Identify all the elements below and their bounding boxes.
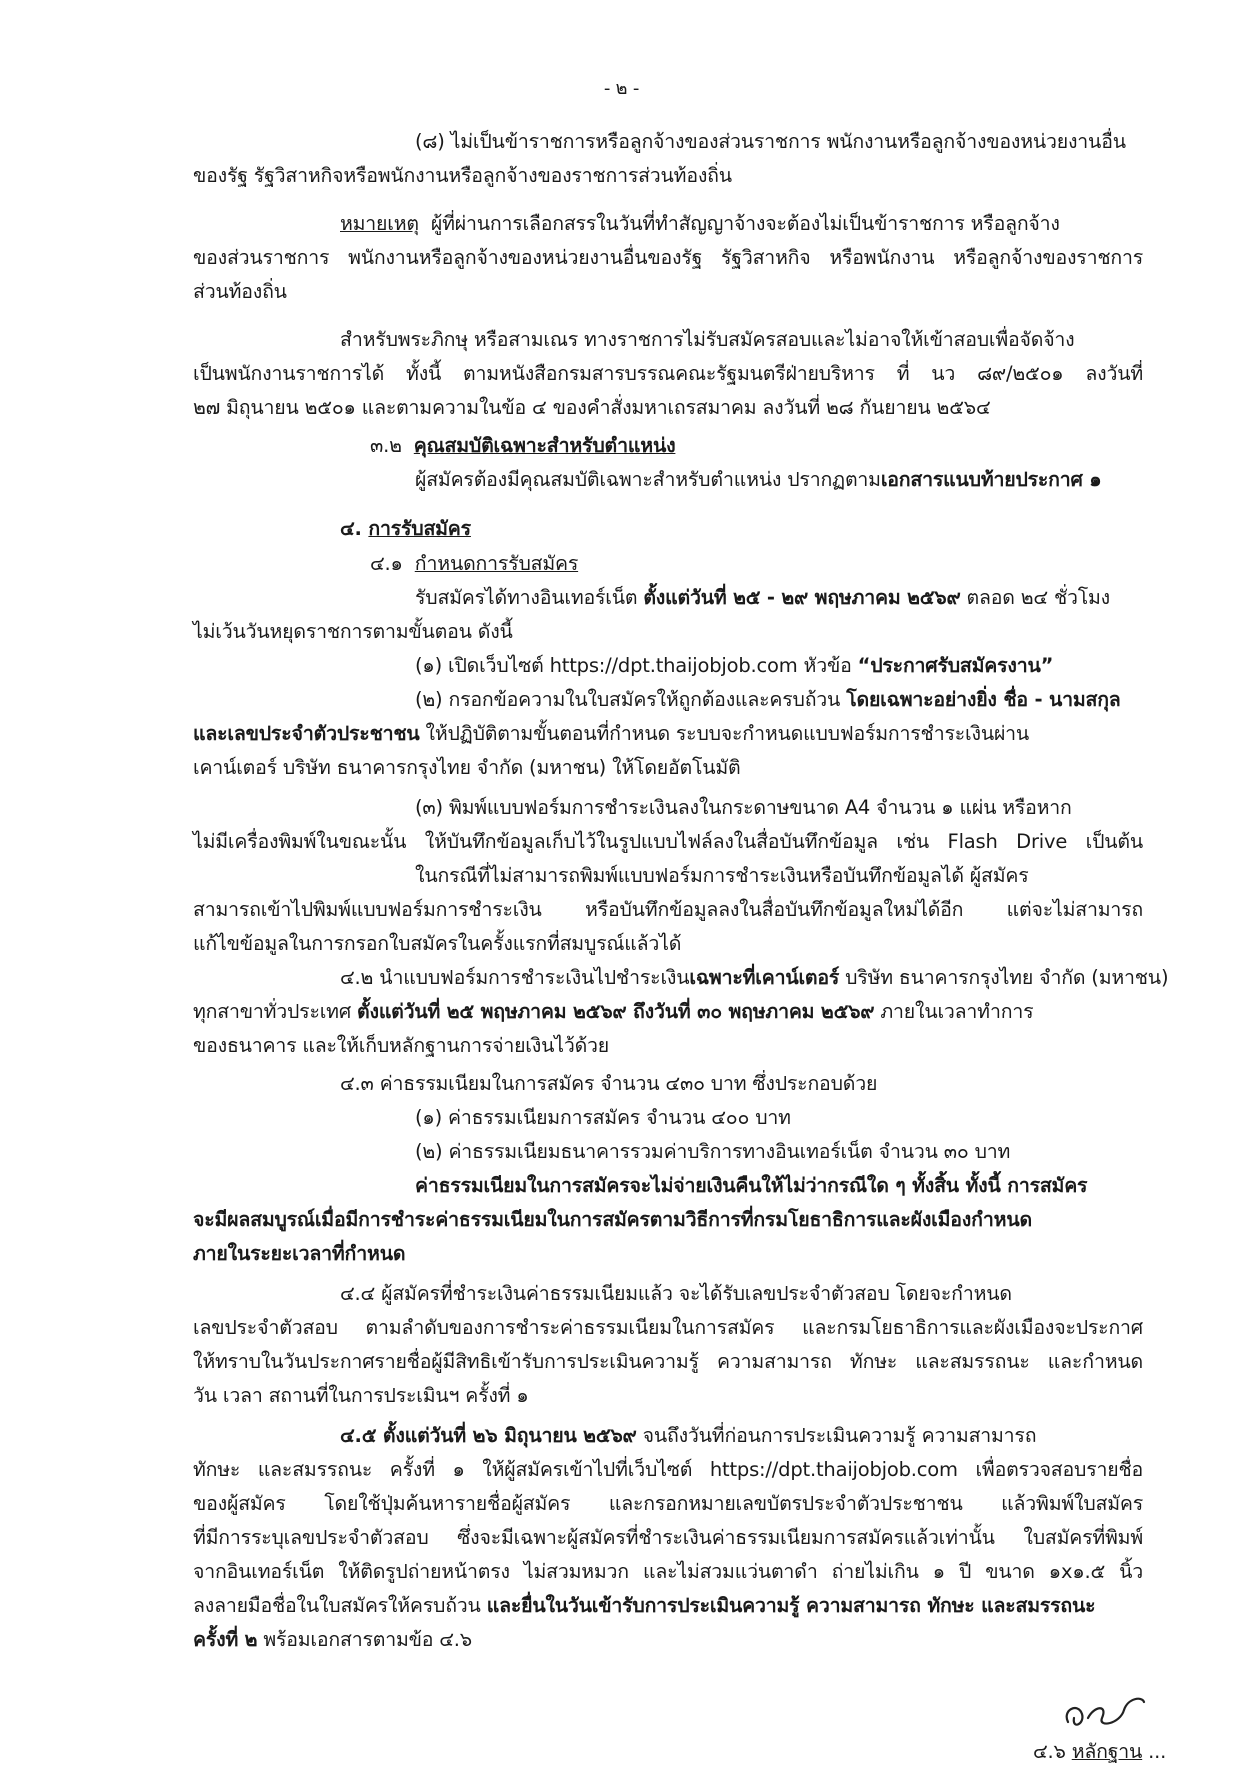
text-line: ของส่วนราชการ พนักงานหรือลูกจ้างของหน่วยงานอื่นของรัฐ รัฐวิสาหกิจ หรือพนักงาน หรือลูกจ้างของราชการ: [193, 246, 1143, 269]
text-line: ทักษะ และสมรรถนะ ครั้งที่ ๑ ให้ผู้สมัครเข้าไปที่เว็บไซต์ https://dpt.thaijobjob.com เพื่อตรวจสอบรายชื่อ: [193, 1458, 1143, 1481]
section-3-2-heading: [370, 429, 675, 463]
section-4-1-heading: [370, 547, 578, 581]
text-line: จากอินเทอร์เน็ต ให้ติดรูปถ่ายหน้าตรง ไม่สวมหมวก และไม่สวมแว่นตาดำ ถ่ายไม่เกิน ๑ ปี ขนาด ๑x๑.๕ นิ้ว: [193, 1560, 1143, 1583]
text-line: ๒๗ มิถุนายน ๒๕๐๑ และตามความในข้อ ๔ ของคำสั่งมหาเถรสมาคม ลงวันที่ ๒๘ กันยายน ๒๕๖๔: [193, 396, 991, 419]
page-number: - ๒ -: [603, 78, 640, 99]
section-title: การรับสมัคร: [368, 517, 471, 540]
text-line: (๓) พิมพ์แบบฟอร์มการชำระเงินลงในกระดาษขนาด A4 จำนวน ๑ แผ่น หรือหาก: [415, 796, 1072, 819]
text-line: ที่มีการระบุเลขประจำตัวสอบ ซึ่งจะมีเฉพาะผู้สมัครที่ชำระเงินค่าธรรมเนียมการสมัครแล้วเท่านั้น ใบสมัครที่พิมพ์: [193, 1526, 1143, 1549]
note-text: ผู้ที่ผ่านการเลือกสรรในวันที่ทำสัญญาจ้างจะต้องไม่เป็นข้าราชการ หรือลูกจ้าง: [430, 212, 1060, 235]
text-line: จะมีผลสมบูรณ์เมื่อมีการชำระค่าธรรมเนียมในการสมัครตามวิธีการที่กรมโยธาธิการและผังเมืองกำหนด: [193, 1208, 1032, 1231]
text-line: สำหรับพระภิกษุ หรือสามเณร ทางราชการไม่รับสมัครสอบและไม่อาจให้เข้าสอบเพื่อจัดจ้าง: [340, 328, 1075, 351]
text-line: ลงลายมือชื่อในใบสมัครให้ครบถ้วน และยื่นในวันเข้ารับการประเมินความรู้ ความสามารถ ทักษะ และสมรรถนะ: [193, 1594, 1096, 1617]
text-line: ไม่เว้นวันหยุดราชการตามขั้นตอน ดังนี้: [193, 620, 513, 643]
section-number: ๔.๑: [370, 552, 403, 575]
signature-icon: [1060, 1688, 1150, 1738]
text-line: ส่วนท้องถิ่น: [193, 280, 287, 303]
text-line: ๔.๔ ผู้สมัครที่ชำระเงินค่าธรรมเนียมแล้ว จะได้รับเลขประจำตัวสอบ โดยจะกำหนด: [340, 1282, 1012, 1305]
text-line: เลขประจำตัวสอบ ตามลำดับของการชำระค่าธรรมเนียมในการสมัคร และกรมโยธาธิการและผังเมืองจะประกาศ: [193, 1316, 1143, 1339]
text-line: เคาน์เตอร์ บริษัท ธนาคารกรุงไทย จำกัด (มหาชน) ให้โดยอัตโนมัติ: [193, 756, 741, 779]
section-number: ๓.๒: [370, 434, 402, 457]
text-line: (๒) กรอกข้อความในใบสมัครให้ถูกต้องและครบถ้วน โดยเฉพาะอย่างยิ่ง ชื่อ - นามสกุล: [415, 688, 1121, 711]
next-section-link: หลักฐาน: [1071, 1740, 1143, 1763]
text-line: สามารถเข้าไปพิมพ์แบบฟอร์มการชำระเงิน หรือบันทึกข้อมูลลงในสื่อบันทึกข้อมูลใหม่ได้อีก แต่จะไม่สามารถ: [193, 898, 1143, 921]
text-line: (๑) เปิดเว็บไซต์ https://dpt.thaijobjob.com หัวข้อ “ประกาศรับสมัครงาน”: [415, 654, 1054, 677]
text-line: ของธนาคาร และให้เก็บหลักฐานการจ่ายเงินไว้ด้วย: [193, 1034, 610, 1057]
note-label: หมายเหตุ: [340, 212, 419, 235]
section-4-heading: [340, 512, 471, 546]
text-line: เป็นพนักงานราชการได้ ทั้งนี้ ตามหนังสือกรมสารบรรณคณะรัฐมนตรีฝ่ายบริหาร ที่ นว ๘๙/๒๕๐๑ ลงวันที่: [193, 362, 1143, 385]
text-line: ค่าธรรมเนียมในการสมัครจะไม่จ่ายเงินคืนให้ไม่ว่ากรณีใด ๆ ทั้งสิ้น ทั้งนี้ การสมัคร: [415, 1174, 1088, 1197]
note-paragraph: [340, 207, 1060, 241]
section-title: คุณสมบัติเฉพาะสำหรับตำแหน่ง: [413, 434, 676, 457]
section-title: กำหนดการรับสมัคร: [414, 552, 579, 575]
text-line: ผู้สมัครต้องมีคุณสมบัติเฉพาะสำหรับตำแหน่ง ปรากฏตามเอกสารแนบท้ายประกาศ ๑: [415, 468, 1102, 491]
text-line: วัน เวลา สถานที่ในการประเมินฯ ครั้งที่ ๑: [193, 1384, 529, 1407]
text-line: ๔.๕ ตั้งแต่วันที่ ๒๖ มิถุนายน ๒๕๖๙ จนถึงวันที่ก่อนการประเมินความรู้ ความสามารถ: [340, 1424, 1037, 1447]
handwritten-initials: [1060, 1688, 1150, 1738]
text-line: ๔.๓ ค่าธรรมเนียมในการสมัคร จำนวน ๔๓๐ บาท ซึ่งประกอบด้วย: [340, 1072, 878, 1095]
text-line: แก้ไขข้อมูลในการกรอกใบสมัครในครั้งแรกที่สมบูรณ์แล้วได้: [193, 932, 682, 955]
text-line: และเลขประจำตัวประชาชน ให้ปฏิบัติตามขั้นตอนที่กำหนด ระบบจะกำหนดแบบฟอร์มการชำระเงินผ่าน: [193, 722, 1030, 745]
continuation-footer: ๔.๖ หลักฐาน ...: [1033, 1740, 1167, 1763]
text-line: รับสมัครได้ทางอินเทอร์เน็ต ตั้งแต่วันที่ ๒๕ - ๒๙ พฤษภาคม ๒๕๖๙ ตลอด ๒๔ ชั่วโมง: [415, 586, 1110, 609]
text-line: ทุกสาขาทั่วประเทศ ตั้งแต่วันที่ ๒๕ พฤษภาคม ๒๕๖๙ ถึงวันที่ ๓๐ พฤษภาคม ๒๕๖๙ ภายในเวลาทำการ: [193, 1000, 1034, 1023]
section-number: ๔.: [340, 517, 362, 540]
text-line: (๑) ค่าธรรมเนียมการสมัคร จำนวน ๔๐๐ บาท: [415, 1106, 791, 1129]
text-line: (๒) ค่าธรรมเนียมธนาคารรวมค่าบริการทางอินเทอร์เน็ต จำนวน ๓๐ บาท: [415, 1140, 1011, 1163]
text-line: ในกรณีที่ไม่สามารถพิมพ์แบบฟอร์มการชำระเงินหรือบันทึกข้อมูลได้ ผู้สมัคร: [415, 864, 1029, 887]
text-line: ของรัฐ รัฐวิสาหกิจหรือพนักงานหรือลูกจ้างของราชการส่วนท้องถิ่น: [193, 164, 732, 187]
text-line: ภายในระยะเวลาที่กำหนด: [193, 1242, 406, 1265]
text-line: ๔.๒ นำแบบฟอร์มการชำระเงินไปชำระเงินเฉพาะที่เคาน์เตอร์ บริษัท ธนาคารกรุงไทย จำกัด (มหาชน): [340, 966, 1169, 989]
text-line: ครั้งที่ ๒ พร้อมเอกสารตามข้อ ๔.๖: [193, 1628, 472, 1651]
text-line: ไม่มีเครื่องพิมพ์ในขณะนั้น ให้บันทึกข้อมูลเก็บไว้ในรูปแบบไฟล์ลงในสื่อบันทึกข้อมูล เช่น Flash Drive เป็นต้น: [193, 830, 1143, 853]
text-line: ให้ทราบในวันประกาศรายชื่อผู้มีสิทธิเข้ารับการประเมินความรู้ ความสามารถ ทักษะ และสมรรถนะ และกำหนด: [193, 1350, 1143, 1373]
text-line: ของผู้สมัคร โดยใช้ปุ่มค้นหารายชื่อผู้สมัคร และกรอกหมายเลขบัตรประจำตัวประชาชน แล้วพิมพ์ใบสมัคร: [193, 1492, 1143, 1515]
attachment-reference: เอกสารแนบท้ายประกาศ ๑: [880, 468, 1102, 491]
text-line: (๘) ไม่เป็นข้าราชการหรือลูกจ้างของส่วนราชการ พนักงานหรือลูกจ้างของหน่วยงานอื่น: [415, 130, 1126, 153]
